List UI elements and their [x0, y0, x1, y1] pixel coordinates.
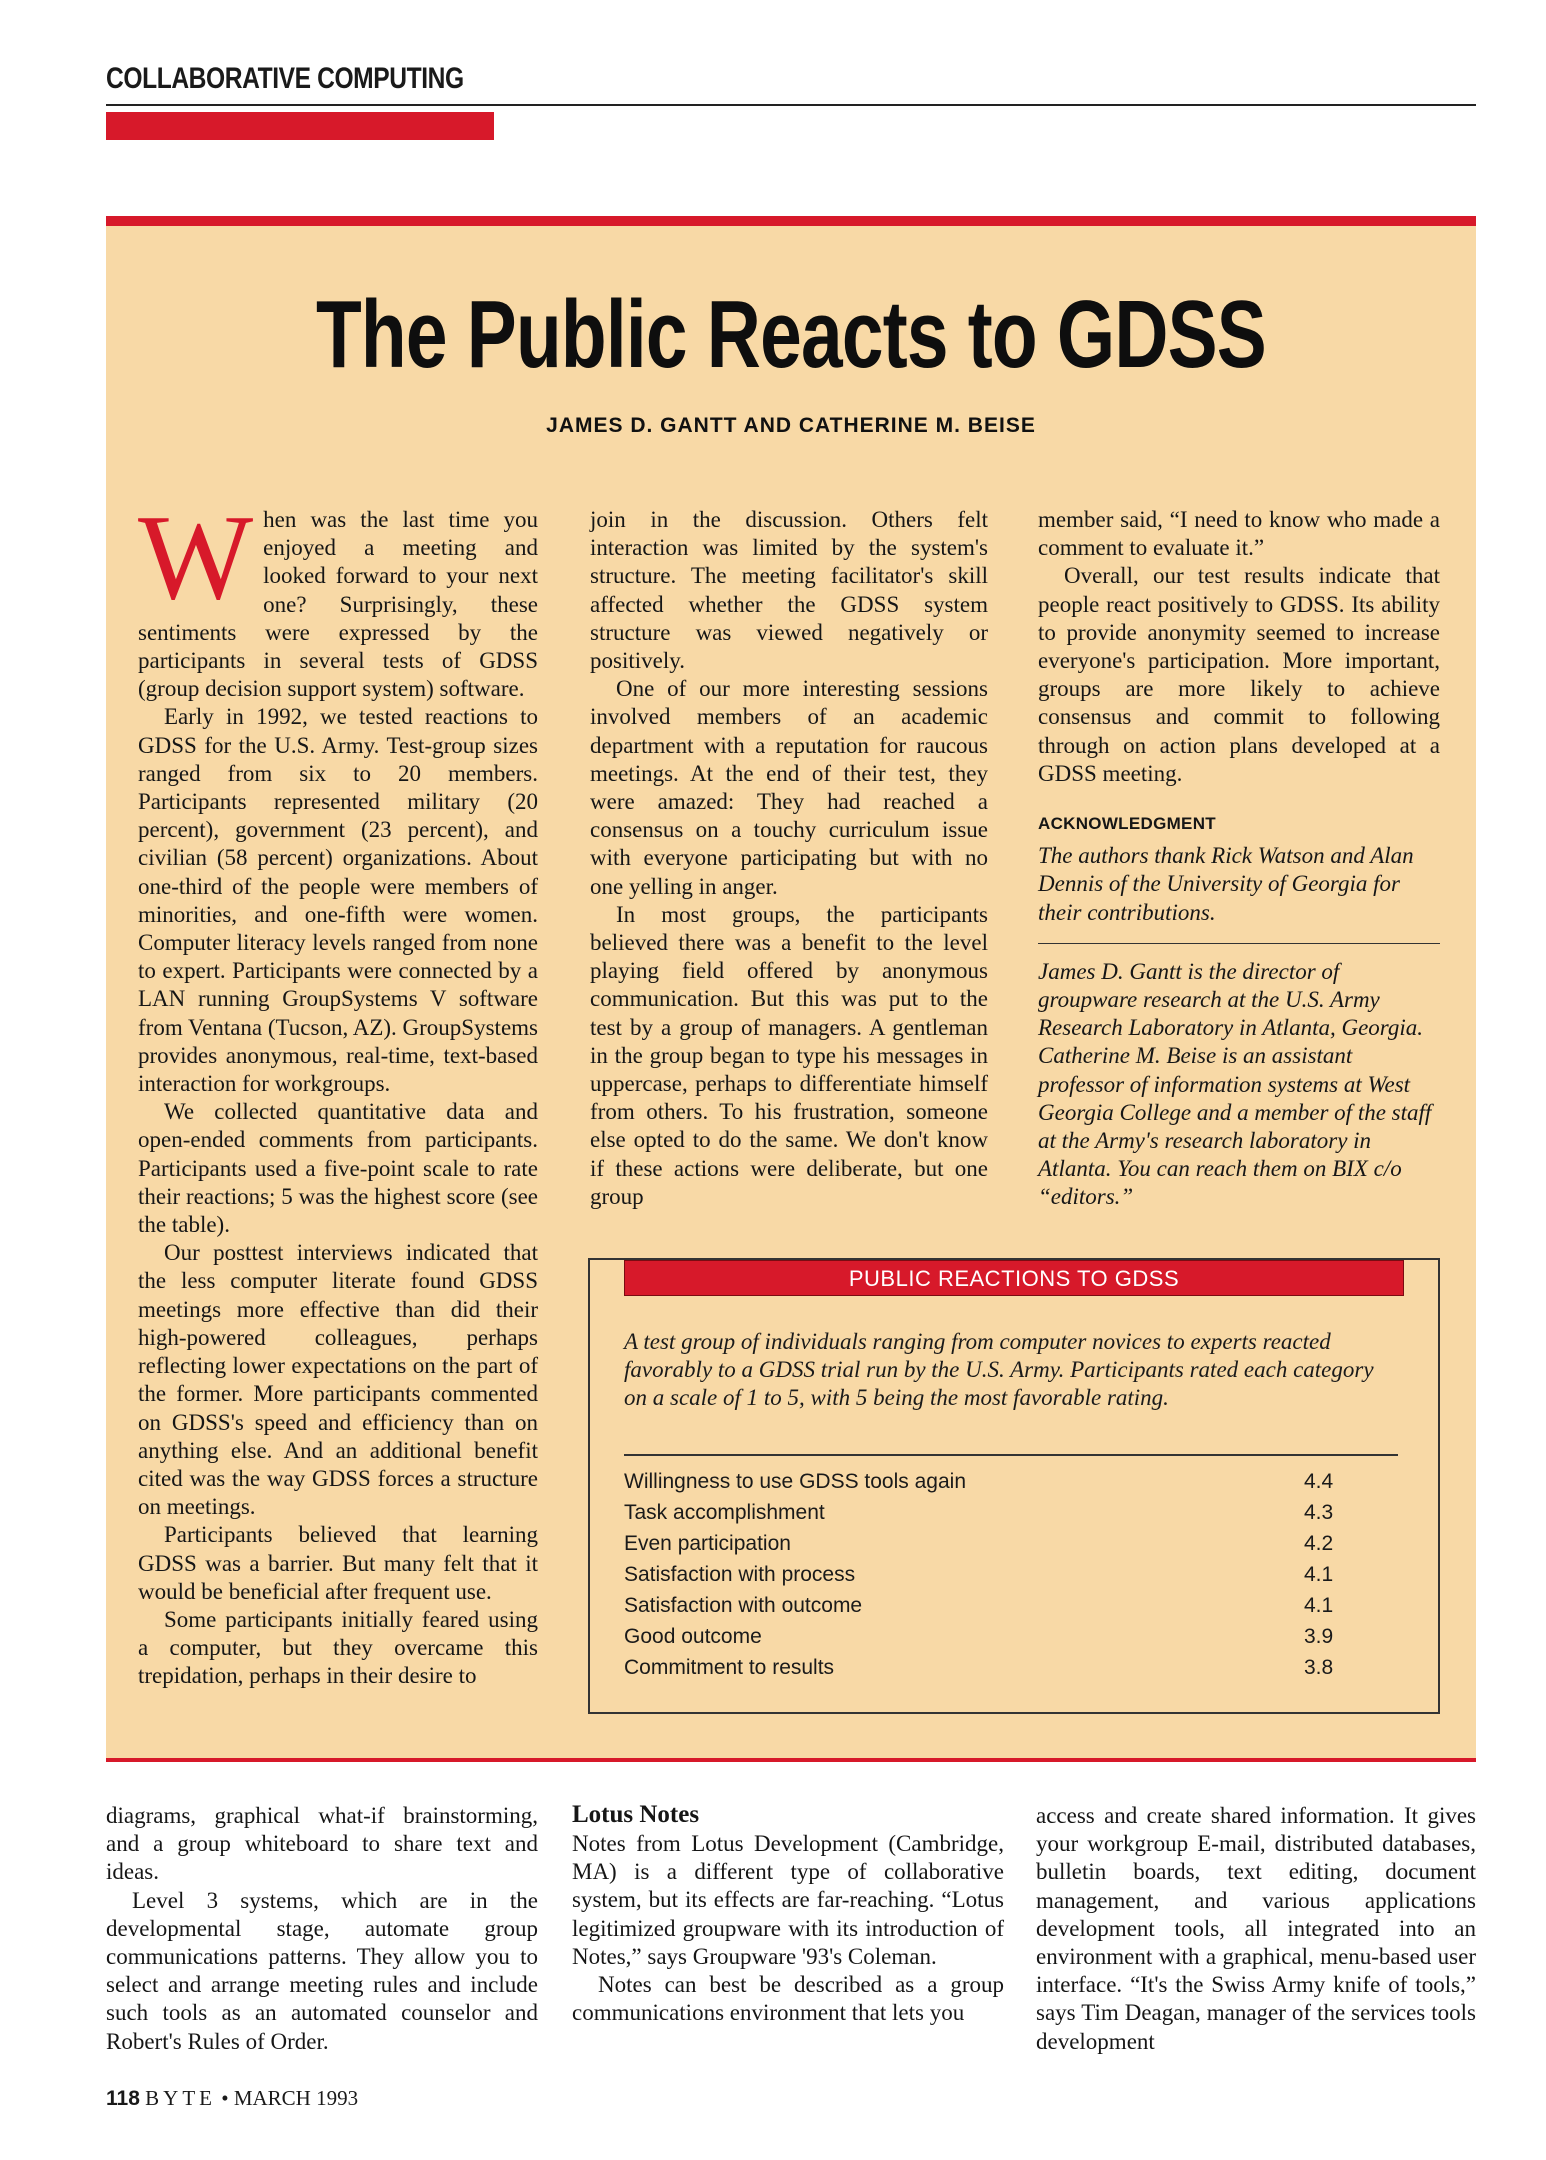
- paragraph: Notes can best be described as a group communications environment that lets you: [572, 1972, 1004, 2026]
- paragraph: We collected quantitative data and open-ended comments from participants. Participants used a five-point scale to rate their reactions; 5 was the highest score (see the table).: [138, 1099, 538, 1238]
- row-label: Satisfaction with process: [624, 1563, 856, 1586]
- row-value: 4.2: [1304, 1532, 1334, 1555]
- table-row: [624, 1497, 1364, 1528]
- table-caption: A test group of individuals ranging from computer novices to experts reacted favorably to a GDSS trial run by the U.S. Army. Participants rated each category on a scale of 1 to 5, with 5 being the most favorable rating.: [624, 1329, 1374, 1410]
- table-rows: [624, 1466, 1364, 1683]
- issue-date: MARCH 1993: [233, 2086, 359, 2110]
- paragraph: [138, 490, 538, 703]
- paragraph: Participants believed that learning GDSS was a barrier. But many felt that it would be beneficial after frequent use.: [138, 1522, 538, 1604]
- table-heading: PUBLIC REACTIONS TO GDSS: [624, 1260, 1404, 1296]
- footer-separator: •: [221, 2086, 229, 2110]
- main-column-2: [572, 1800, 1004, 2027]
- table-row: [624, 1652, 1364, 1683]
- byline: JAMES D. GANTT AND CATHERINE M. BEISE: [546, 414, 1036, 437]
- sidebar-column-3: [1038, 506, 1440, 1212]
- page-footer: [106, 2086, 358, 2111]
- sidebar-title: [106, 280, 1476, 390]
- sidebar-column-2: [590, 506, 988, 1211]
- sidebar-column-1: [138, 490, 538, 1691]
- section-label: COLLABORATIVE COMPUTING: [106, 62, 464, 95]
- row-label: Even participation: [624, 1532, 791, 1555]
- row-value: 3.9: [1304, 1625, 1334, 1648]
- section-bar: [106, 112, 494, 140]
- paragraph: Notes from Lotus Development (Cambridge, MA) is a different type of collaborative system, but its effects are far-reaching. “Lotus legitimized groupware with its introduction of Notes,” says Groupware '93's Coleman.: [572, 1831, 1004, 1969]
- row-label: Good outcome: [624, 1625, 762, 1648]
- table-row: [624, 1590, 1364, 1621]
- table-rule: [624, 1454, 1398, 1456]
- row-label: Willingness to use GDSS tools again: [624, 1470, 966, 1493]
- section-rule: [106, 104, 1476, 106]
- row-value: 4.1: [1304, 1594, 1334, 1617]
- sidebar-title-text: The Public Reacts to GDSS: [316, 281, 1266, 388]
- sidebar-bottom-rule: [106, 1758, 1476, 1762]
- paragraph: Overall, our test results indicate that people react positively to GDSS. Its ability to provide anonymity seemed to increase everyone's participation. More important, groups are more likely to achieve consensus and commit to following through on action plans developed at a GDSS meeting.: [1038, 563, 1440, 786]
- paragraph: Level 3 systems, which are in the developmental stage, automate group communications patterns. They allow you to select and arrange meeting rules and include such tools as an automated counselor and Robert's Rules of Order.: [106, 1887, 538, 2054]
- drop-cap: W: [138, 490, 254, 625]
- author-bio: James D. Gantt is the director of groupware research at the U.S. Army Research Laboratory in Atlanta, Georgia. Catherine M. Beise is an assistant professor of information systems at West Georgia College and a member of the staff at the Army's research laboratory in Atlanta. You can reach them on BIX c/o “editors.”: [1038, 958, 1432, 1210]
- bio-rule: [1038, 943, 1440, 944]
- reactions-table: [588, 1258, 1440, 1714]
- paragraph: join in the discussion. Others felt interaction was limited by the system's structure. The meeting facilitator's skill affected whether the GDSS system structure was viewed negatively or positively.: [590, 507, 988, 674]
- table-row: [624, 1528, 1364, 1559]
- paragraph-text: hen was the last time you enjoyed a meeting and looked forward to your next one? Surprisingly, these sentiments were expressed by the participants in several tests of GDSS (group decision support system) software.: [138, 507, 538, 702]
- sidebar-top-rule: [106, 216, 1476, 226]
- table-row: [624, 1466, 1364, 1497]
- paragraph: One of our more interesting sessions involved members of an academic department with a reputation for raucous meetings. At the end of their test, they were amazed: They had reached a consensus on a touchy curriculum issue with everyone participating but with no one yelling in anger.: [590, 676, 988, 899]
- paragraph: Early in 1992, we tested reactions to GDSS for the U.S. Army. Test-group sizes ranged from six to 20 members. Participants represented military (20 percent), government (23 percent), and civilian (58 percent) organizations. About one-third of the people were members of minorities, and one-fifth were women. Computer literacy levels ranged from none to expert. Participants were connected by a LAN running GroupSystems V software from Ventana (Tucson, AZ). GroupSystems provides anonymous, real-time, text-based interaction for workgroups.: [138, 704, 538, 1097]
- subheading: Lotus Notes: [572, 1801, 700, 1828]
- acknowledgment-text: The authors thank Rick Watson and Alan Dennis of the University of Georgia for their contributions.: [1038, 843, 1414, 925]
- acknowledgment-heading: ACKNOWLEDGMENT: [1038, 814, 1216, 834]
- paragraph: access and create shared information. It gives your workgroup E-mail, distributed databases, bulletin boards, text editing, document management, and various applications development tools, all integrated into an environment with a graphical, menu-based user interface. “It's the Swiss Army knife of tools,” says Tim Deagan, manager of the services tools development: [1036, 1803, 1476, 2054]
- table-row: [624, 1621, 1364, 1652]
- paragraph: diagrams, graphical what-if brainstorming, and a group whiteboard to share text and ideas.: [106, 1803, 538, 1885]
- row-label: Satisfaction with outcome: [624, 1594, 863, 1617]
- paragraph: Some participants initially feared using a computer, but they overcame this trepidation, perhaps in their desire to: [138, 1606, 538, 1689]
- page-number: 118: [106, 2087, 140, 2110]
- main-column-1: [106, 1802, 538, 2056]
- table-row: [624, 1559, 1364, 1590]
- row-value: 4.4: [1304, 1470, 1334, 1493]
- row-label: Commitment to results: [624, 1656, 835, 1679]
- main-column-3: [1036, 1802, 1476, 2056]
- magazine-name: BYTE: [145, 2086, 216, 2110]
- row-value: 3.8: [1304, 1656, 1334, 1679]
- row-value: 4.3: [1304, 1501, 1334, 1524]
- row-label: Task accomplishment: [624, 1501, 825, 1524]
- paragraph: member said, “I need to know who made a comment to evaluate it.”: [1038, 507, 1440, 561]
- paragraph: In most groups, the participants believed there was a benefit to the level playing field offered by anonymous communication. But this was put to the test by a group of managers. A gentleman in the group began to type his messages in uppercase, perhaps to differentiate himself from others. To his frustration, someone else opted to do the same. We don't know if these actions were deliberate, but one group: [590, 901, 988, 1209]
- paragraph: Our posttest interviews indicated that the less computer literate found GDSS meetings more effective than did their high-powered colleagues, perhaps reflecting lower expectations on the part of the former. More participants commented on GDSS's speed and efficiency than on anything else. And an additional benefit cited was the way GDSS forces a structure on meetings.: [138, 1240, 538, 1520]
- row-value: 4.1: [1304, 1563, 1334, 1586]
